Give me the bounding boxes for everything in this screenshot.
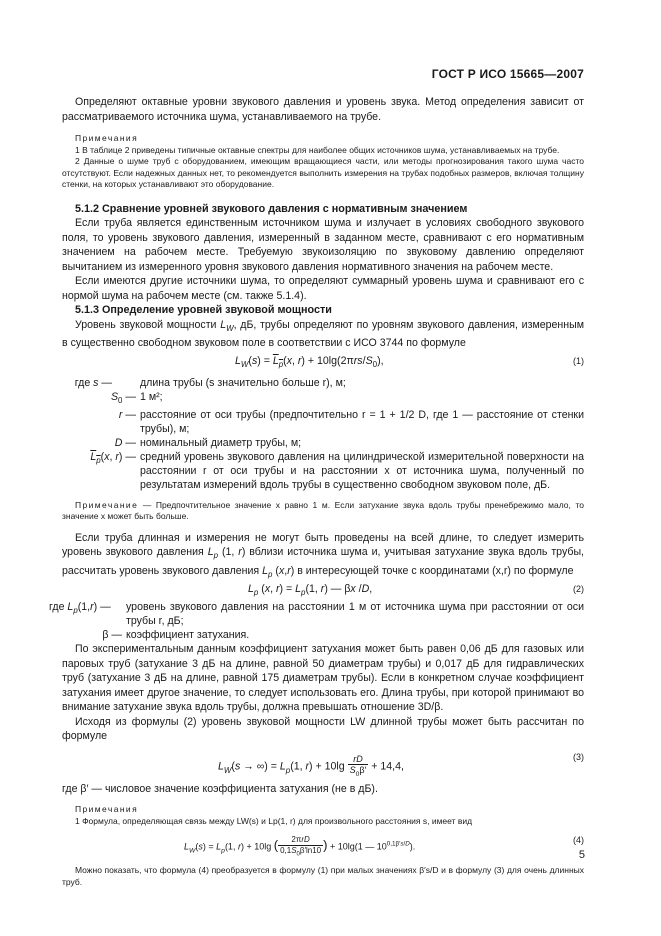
definition-row [62,436,584,450]
definition-text: номинальный диаметр трубы, м; [140,436,302,449]
section-heading-5-1-3: 5.1.3 Определение уровней звуковой мощности [75,304,332,316]
definition-term: где s — [74,376,112,389]
section-513-paragraph-4: Исходя из формулы (2) уровень звуковой мощности LW длинной трубы может быть рассчитан по формуле [62,715,584,743]
definitions-list-2 [49,600,584,642]
definition-row [62,628,584,642]
formula-4 [62,827,584,861]
formula-4-number: (4) [573,835,584,846]
formula-3 [62,750,584,776]
note-item-1: 1 В таблице 2 приведены типичные октавные спектры для наиболее общих источников шума, устанавливаемых на трубе. [75,144,560,155]
page-number: 5 [578,849,585,861]
section-513-paragraph-5: где β′ — числовое значение коэффициента затухания (не в дБ). [62,782,378,795]
definition-row [62,450,584,492]
definition-row [62,390,584,408]
definition-term: $L_p(x$, r) — [90,450,136,465]
page-content [49,95,584,888]
formula-3-expression: $L_W(s$ → ∞) = $L_p(1$, r) + 10lg $\frac{rD}{S_0\beta'}$ + 14,4, [218,753,404,778]
definition-term: β — [102,629,122,642]
section-513-paragraph-2: Если труба длинная и измерения не могут быть проведены на всей длине, то следует измерить уровень звукового давления $L_p$ (1, r) вблизи источника шума и, учитывая затухание звука вдоль трубы, рассчитать уровень звукового давления $L_p$ (x,r) в интересующей точке с координатами (x,r) по формуле [62,531,584,579]
definition-row [62,376,584,390]
definition-text: расстояние от оси трубы (предпочтительно r = 1 + 1/2 D, где 1 — расстояние от стенки трубы), м; [140,408,584,435]
section-heading-5-1-2: 5.1.2 Сравнение уровней звукового давления с нормативным значением [75,202,468,215]
formula-2 [62,582,584,600]
intro-paragraph: Определяют октавные уровни звукового давления и уровень звука. Метод определения зависит от рассматриваемого источника шума, устанавливаемого на трубе. [62,96,584,123]
notes-title-2: Примечания [75,804,139,815]
section-512-paragraph-2: Если имеются другие источники шума, то определяют суммарный уровень шума и сравнивают его с нормой шума на рабочем месте (см. также 5.1.4). [62,275,584,302]
section-512-paragraph-1: Если труба является единственным источником шума и излучает в условиях свободного звукового поля, то уровень звукового давления, измеренный в заданном месте, сравнивают с его нормативным значением на рабочем месте. Требуемую звукоизоляцию по звуковому давлению определяют вычитанием из измеренного уровня звукового давления нормативного значения на рабочем месте. [62,217,584,273]
note2-item-2: Можно показать, что формула (4) преобразуется в формулу (1) при малых значениях β′s/D и в формулу (3) для очень длинных труб. [62,865,584,887]
note-item-2: 2 Данные о шуме труб с оборудованием, имеющим вращающиеся части, или методы прогнозирования такого шума часто отсутствуют. Если надежных данных нет, то рекомендуется выполнить измерения на трубах подобных размеров, включая толщину стенки, на которых устанавливают это оборудование. [62,156,584,189]
section-513-paragraph-1: Уровень звуковой мощности $L_W$, дБ, трубы определяют по уровням звукового давления, измеренным в существенно свободном звуковом поле в соответствии с ИСО 3744 по формуле [62,318,584,350]
definition-text: уровень звукового давления на расстоянии 1 м от источника шума при расстоянии от оси трубы r, дБ; [126,601,584,628]
definition-term: r — [118,408,136,421]
definition-text: коэффициент затухания. [126,629,250,642]
formula-1-expression: $L_W(s) = L_p(x$, $r) + 10\lg(2\pi rs/S_0)$, [235,354,384,369]
formula-3-number: (3) [573,751,584,762]
formula-2-number: (2) [573,584,584,595]
definition-row [49,600,584,628]
definitions-list-1 [62,376,584,492]
note2-item-1: 1 Формула, определяющая связь между LW(s) и Lp(1, r) для произвольного расстояния s, имеет вид [75,815,473,826]
formula-1-number: (1) [573,355,584,366]
definition-term: D — [114,436,136,449]
section-513-paragraph-3: По экспериментальным данным коэффициент затухания может быть равен 0,06 дБ для газовых или паровых труб (затухание 3 дБ на длине, равной 50 диаметрам трубы) и 0,017 дБ для гидравлических труб (затухание 3 дБ на длине, равной 175 диаметрам трубы). Если в конкретном случае коэффициент затухания имеет другое значение, то следует использовать его. Длина трубы, при которой принимают во внимание затухание звука вдоль трубы, должна превышать отношение 3D/β. [62,643,584,714]
definition-term: где $L_p(1,r)$ — [49,601,111,616]
standard-header: ГОСТ Р ИСО 15665—2007 [431,67,584,81]
formula-2-expression: $L_p$ (x, $r) = L_p(1$, r) — βx /D, [248,583,373,598]
definition-text: длина трубы (s значительно больше r), м; [140,376,346,389]
definition-term: $S_0$ — [110,390,136,405]
definition-text: 1 м²; [140,390,163,403]
note-single: Примечание — Предпочтительное значение x равно 1 м. Если затухание звука вдоль трубы пренебрежимо мало, то значение x может быть больше. [62,499,584,522]
formula-4-expression: $L_W(s) = L_p(1$, r) + 10lg ( $\frac{\text{2πrD}}{0,1S_0\beta'\ln 10}$ ) + 10lg(1 — $10^{0,1\beta's/D}$). [184,835,416,859]
definition-row [62,408,584,436]
formula-1 [62,354,584,372]
notes-title: Примечания [75,133,139,143]
definition-text: средний уровень звукового давления на цилиндрической измерительной поверхности на расстоянии r от оси трубы и на расстоянии x от источника шума, полученный по результатам измерений вдоль трубы в существенно свободном звуковом поле, дБ. [140,450,584,491]
